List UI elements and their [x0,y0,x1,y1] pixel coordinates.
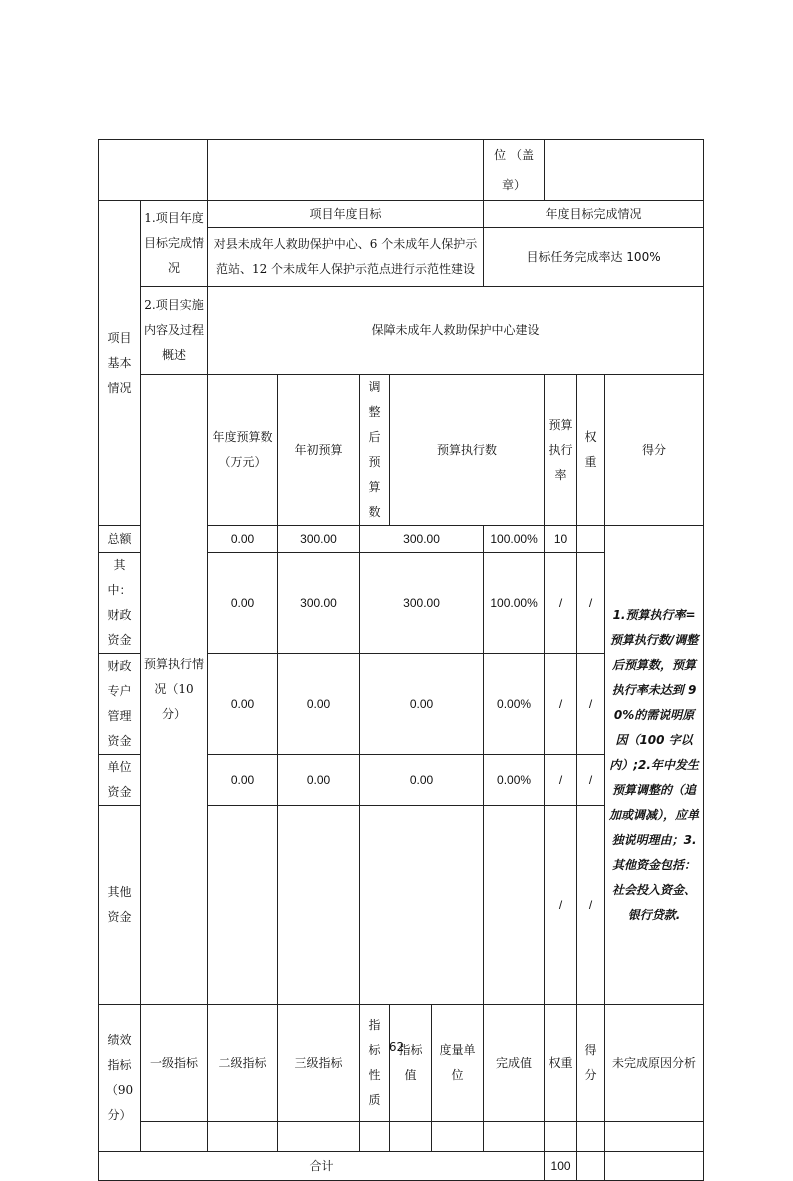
goal-text: 对县未成年人救助保护中心、6 个未成年人保护示范站、12 个未成年人保护示范点进行示范性建设 [208,228,484,287]
empty-cell [605,1122,704,1152]
completed-value-header: 完成值 [484,1005,545,1122]
empty-cell [484,1122,545,1152]
budget-section-label: 预算执行情况（10 分） [141,375,208,1005]
completion-text: 目标任务完成率达 100% [484,228,704,287]
budget-row-label: 其中：财政资金 [99,553,141,654]
score-value: / [577,806,605,1005]
adjusted-value: 300.00 [278,526,360,553]
nature-header: 指标性质 [360,1005,390,1122]
budget-row-label: 单位资金 [99,755,141,806]
unit-name-cell [208,140,484,201]
indicator-value-header: 指标值 [390,1005,432,1122]
total-label: 合计 [99,1152,545,1181]
content-label: 2.项目实施内容及过程概述 [141,287,208,375]
rate-value [484,806,545,1005]
empty-cell [208,1122,278,1152]
rate-value: 100.00% [484,526,545,553]
weight-value: / [545,755,577,806]
executed-budget-header: 预算执行数 [390,375,545,526]
budget-row-label: 总额 [99,526,141,553]
total-weight: 100 [545,1152,577,1181]
performance-section-label: 绩效指标（90 分） [99,1005,141,1152]
content-text: 保障未成年人救助保护中心建设 [208,287,704,375]
executed-value: 300.00 [360,526,484,553]
budget-header-row [99,375,704,526]
weight-value: 10 [545,526,577,553]
weight-value: / [545,806,577,1005]
adjusted-value: 0.00 [278,755,360,806]
goal-header: 项目年度目标 [208,201,484,228]
adjusted-budget-header: 调整后预算数 [360,375,390,526]
initial-value: 0.00 [208,654,278,755]
seal-cell [545,140,704,201]
completion-header: 年度目标完成情况 [484,201,704,228]
empty-cell [141,1122,208,1152]
annual-budget-header: 年度预算数（万元） [208,375,278,526]
executed-value: 300.00 [360,553,484,654]
adjusted-value [278,806,360,1005]
total-reason [605,1152,704,1181]
goal-label: 1.项目年度目标完成情况 [141,201,208,287]
adjusted-value: 300.00 [278,553,360,654]
empty-cell [577,1122,605,1152]
indicator-weight-header: 权重 [545,1005,577,1122]
empty-cell [390,1122,432,1152]
total-row [99,1152,704,1181]
score-value: / [577,654,605,755]
level1-header: 一级指标 [141,1005,208,1122]
executed-value [360,806,484,1005]
indicator-row [99,1122,704,1152]
basic-info-section-label: 项目基本情况 [99,201,141,526]
goal-header-row [99,201,704,228]
incomplete-reason-header: 未完成原因分析 [605,1005,704,1122]
rate-value: 100.00% [484,553,545,654]
indicator-header-row [99,1005,704,1122]
unit-header: 度量单位 [432,1005,484,1122]
performance-evaluation-table [98,139,704,1181]
level2-header: 二级指标 [208,1005,278,1122]
weight-value: / [545,553,577,654]
reason-note: 1.预算执行率=预算执行数/调整后预算数，预算执行率未达到 90%的需说明原因（100 字以内）;2.年中发生预算调整的（追加或调减），应单独说明理由；3.其他资金包括：社会投入资金、银行贷款. [605,526,704,1005]
weight-header: 权重 [577,375,605,526]
budget-row-label: 财政专户管理资金 [99,654,141,755]
initial-budget-header: 年初预算 [278,375,360,526]
weight-value: / [545,654,577,755]
initial-value: 0.00 [208,526,278,553]
score-value: / [577,553,605,654]
initial-value: 0.00 [208,553,278,654]
empty-cell [545,1122,577,1152]
score-value: / [577,755,605,806]
total-score [577,1152,605,1181]
initial-value [208,806,278,1005]
empty-cell [278,1122,360,1152]
executed-value: 0.00 [360,654,484,755]
indicator-score-header: 得分 [577,1005,605,1122]
empty-cell [360,1122,390,1152]
page-number: 62 [388,1040,405,1054]
execution-rate-header: 预算执行率 [545,375,577,526]
empty-cell [432,1122,484,1152]
score-header: 得分 [605,375,704,526]
blank-cell [99,140,208,201]
budget-row-label: 其他资金 [99,806,141,1005]
unit-seal-row [99,140,704,201]
level3-header: 三级指标 [278,1005,360,1122]
score-value [577,526,605,553]
rate-value: 0.00% [484,755,545,806]
rate-value: 0.00% [484,654,545,755]
adjusted-value: 0.00 [278,654,360,755]
executed-value: 0.00 [360,755,484,806]
unit-seal-label: 位 （盖章） [484,140,545,201]
initial-value: 0.00 [208,755,278,806]
content-row [99,287,704,375]
